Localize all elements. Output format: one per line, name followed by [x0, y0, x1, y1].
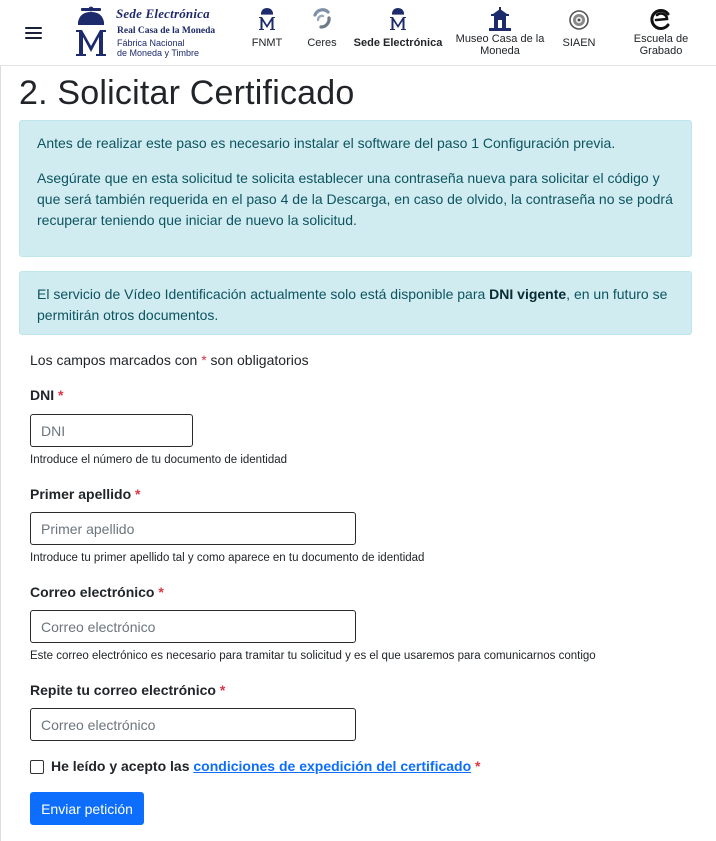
nav-item-ceres[interactable]	[302, 6, 342, 62]
email-repeat-label	[30, 682, 225, 698]
crown-m-icon	[257, 6, 277, 32]
nav-item-fnmt[interactable]	[247, 6, 287, 62]
page-left-border	[0, 66, 1, 841]
nav-label: SIAEN	[562, 37, 596, 49]
nav-item-sede-electronica[interactable]	[352, 6, 444, 62]
escuela-logo-icon	[648, 6, 674, 32]
nav-item-siaen[interactable]	[558, 6, 600, 62]
alert-paragraph-dni	[37, 284, 674, 326]
apellido-label-text: Primer apellido	[30, 486, 132, 502]
top-navbar	[0, 0, 716, 66]
alert-paragraph-password: Asegúrate que en esta solicitud te solicita establecer una contraseña nueva para solicitar el código y que será también requerida en el paso 4 de la Descarga, en caso de olvido, la contraseña no se podrá recuperar teniendo que iniciar de nuevo la solicitud.	[37, 170, 673, 228]
nav-label-line-2: Grabado	[639, 44, 683, 57]
nav-label: Sede Electrónica	[353, 37, 443, 49]
apellido-input[interactable]	[30, 512, 356, 545]
email-help-text: Este correo electrónico es necesario para tramitar tu solicitud y es el que usaremos para comunicarnos contigo	[30, 650, 596, 662]
alert-paragraph-software: Antes de realizar este paso es necesario instalar el software del paso 1 Configuración previa.	[37, 135, 616, 151]
brand-title: Sede Electrónica	[116, 6, 210, 21]
alert-text-after: , en un futuro se permitirán otros documentos.	[37, 286, 668, 323]
required-star: *	[158, 584, 164, 600]
email-input[interactable]	[30, 610, 356, 643]
terms-link[interactable]: condiciones de expedición del certificado	[193, 758, 472, 774]
email-repeat-input[interactable]	[30, 708, 356, 741]
required-star: *	[475, 758, 481, 774]
required-star: *	[201, 352, 207, 368]
brand-line-1: Real Casa de la Moneda	[117, 26, 216, 36]
info-alert-prerequisites	[19, 120, 692, 257]
dni-label	[30, 387, 63, 403]
submit-button[interactable]: Enviar petición	[30, 792, 144, 825]
siaen-seal-icon	[568, 6, 590, 32]
required-fields-note	[30, 352, 309, 368]
crown-m-icon	[388, 6, 408, 32]
required-star: *	[135, 486, 141, 502]
dni-help-text: Introduce el número de tu documento de identidad	[30, 454, 288, 466]
museum-building-icon	[485, 6, 515, 32]
brand-line-2: Fábrica Nacional	[117, 38, 185, 48]
page-title: 2. Solicitar Certificado	[19, 74, 355, 112]
required-note-text: Los campos marcados con	[30, 352, 202, 368]
terms-text-before: He leído y acepto las	[51, 758, 194, 774]
apellido-label	[30, 486, 141, 502]
nav-item-museo[interactable]	[452, 6, 548, 62]
terms-text	[51, 758, 480, 774]
alert-text-before: El servicio de Vídeo Identificación actualmente solo está disponible para	[37, 286, 490, 302]
email-label-text: Correo electrónico	[30, 584, 155, 600]
nav-item-escuela-grabado[interactable]	[626, 6, 696, 62]
brand-logo-link[interactable]	[70, 6, 240, 60]
nav-label-line-1: Escuela de	[633, 33, 689, 45]
email-repeat-label-text: Repite tu correo electrónico	[30, 682, 216, 698]
dni-input[interactable]	[30, 414, 193, 447]
brand-line-3: de Moneda y Timbre	[117, 48, 200, 58]
alert-text-bold: DNI vigente	[489, 286, 567, 302]
ceres-swirl-icon	[309, 6, 335, 32]
nav-label-line-1: Museo Casa de la	[455, 33, 545, 45]
required-star: *	[58, 387, 64, 403]
dni-label-text: DNI	[30, 387, 55, 403]
required-star: *	[219, 682, 226, 698]
apellido-help-text: Introduce tu primer apellido tal y como aparece en tu documento de identidad	[30, 552, 425, 564]
nav-label: Ceres	[307, 37, 337, 49]
required-note-text-end: son obligatorios	[206, 352, 309, 368]
crown-m-logo-icon	[70, 6, 112, 60]
email-label	[30, 584, 164, 600]
terms-checkbox[interactable]	[30, 760, 44, 774]
info-alert-video-identification	[19, 271, 692, 335]
nav-label-line-2: Moneda	[480, 44, 520, 57]
nav-label: FNMT	[251, 37, 283, 49]
menu-icon[interactable]	[25, 27, 42, 39]
